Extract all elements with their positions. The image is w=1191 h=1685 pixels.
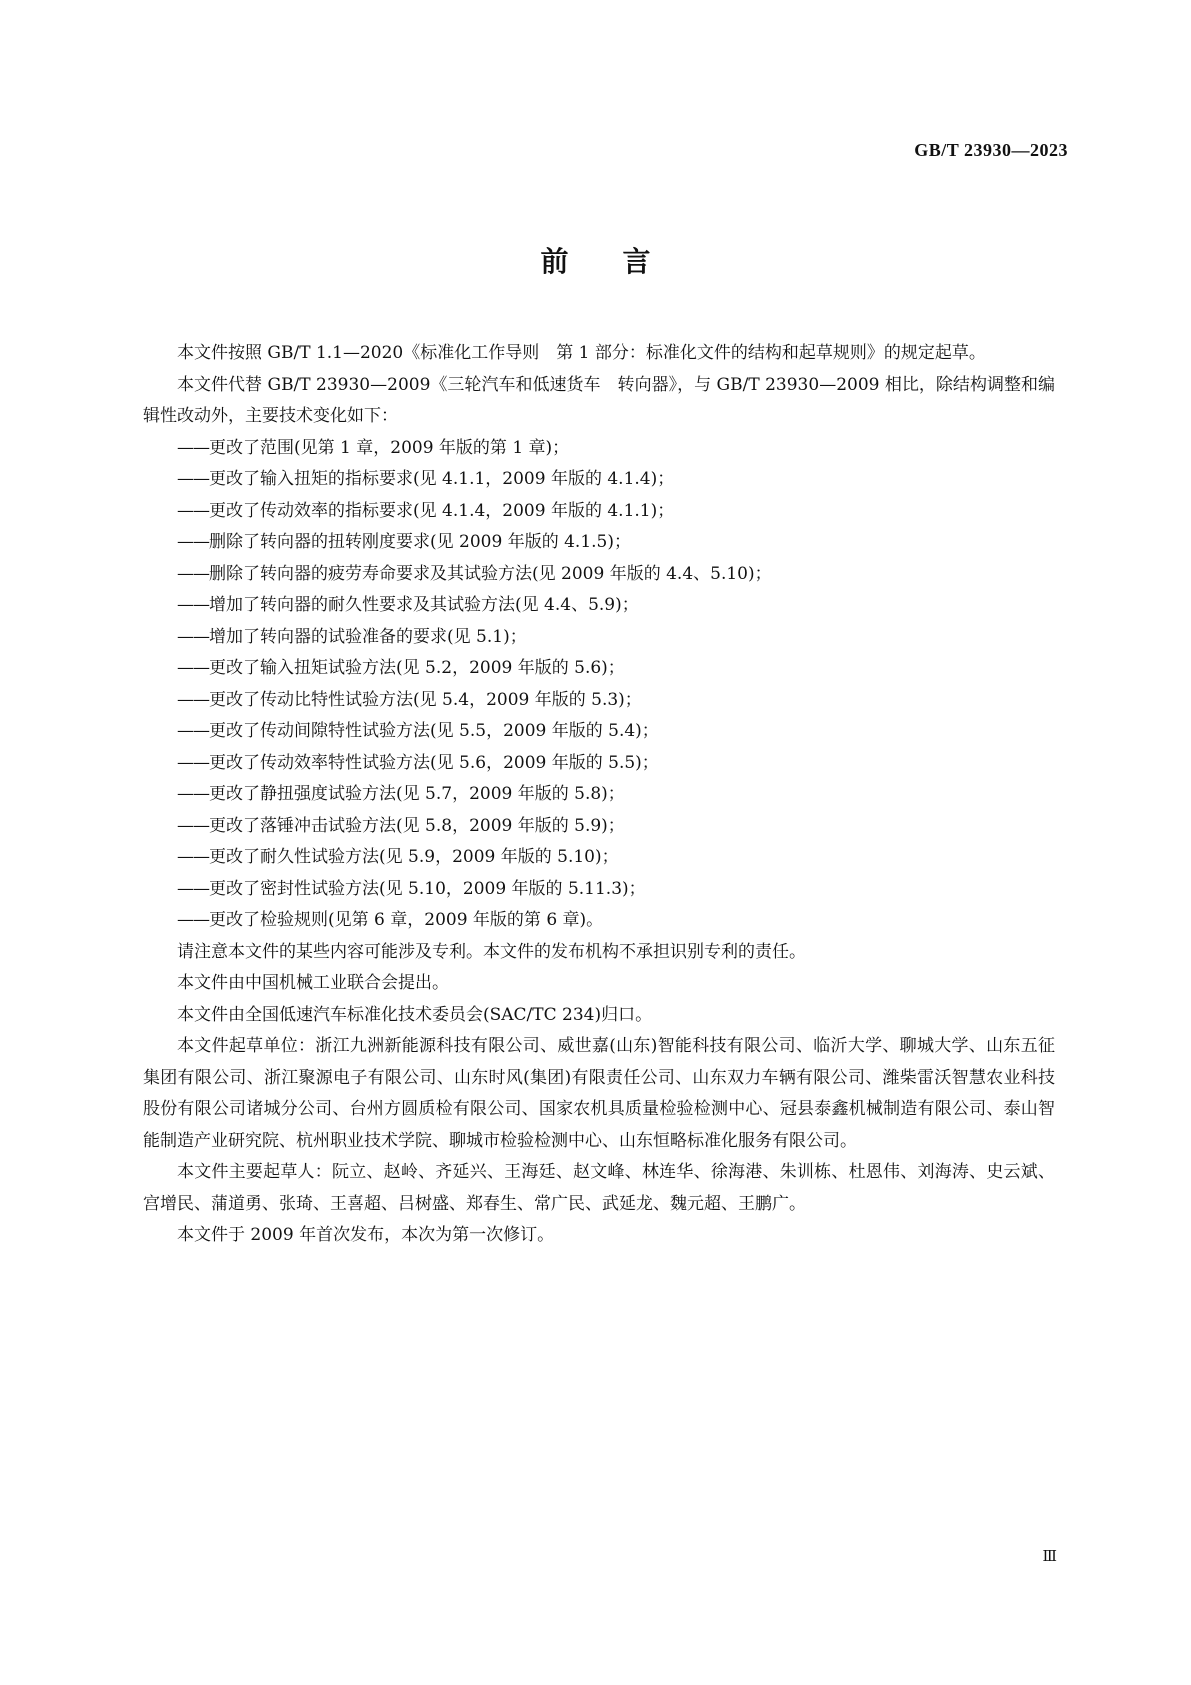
paragraph-publication-history: 本文件于 2009 年首次发布，本次为第一次修订。 [177, 1225, 555, 1245]
list-item [143, 622, 1055, 654]
list-item-text: 增加了转向器的耐久性要求及其试验方法(见 4.4、5.9)； [209, 595, 639, 615]
paragraph-drafting-units: 本文件起草单位：浙江九洲新能源科技有限公司、威世嘉(山东)智能科技有限公司、临沂大学、聊城大学、山东五征集团有限公司、浙江聚源电子有限公司、山东时风(集团)有限责任公司、山东双力车辆有限公司、潍柴雷沃智慧农业科技股份有限公司诸城分公司、台州方圆质检有限公司、国家农机具质量检验检测中心、冠县泰鑫机械制造有限公司、泰山智能制造产业研究院、杭州职业技术学院、聊城市检验检测中心、山东恒略标准化服务有限公司。 [143, 1036, 1055, 1151]
list-dash: —— [177, 469, 209, 489]
list-dash: —— [177, 752, 209, 773]
list-item [143, 496, 1055, 528]
changes-list [143, 433, 1055, 937]
list-item [143, 779, 1055, 811]
list-item-text: 更改了静扭强度试验方法(见 5.7，2009 年版的 5.8)； [209, 784, 625, 804]
list-item [143, 842, 1055, 874]
document-code: GB/T 23930—2023 [914, 140, 1068, 160]
list-item-text: 更改了检验规则(见第 6 章，2009 年版的第 6 章)。 [209, 910, 604, 930]
list-item-text: 更改了范围(见第 1 章，2009 年版的第 1 章)； [209, 437, 570, 458]
list-item [143, 464, 1055, 496]
paragraph-drafting-rules: 本文件按照 GB/T 1.1—2020《标准化工作导则 第 1 部分：标准化文件的结构和起草规则》的规定起草。 [177, 343, 986, 363]
list-dash: —— [177, 689, 209, 710]
list-dash: —— [177, 815, 209, 836]
paragraph-proposer: 本文件由中国机械工业联合会提出。 [177, 973, 449, 993]
list-item-text: 更改了传动间隙特性试验方法(见 5.5，2009 年版的 5.4)； [209, 721, 659, 741]
list-item-text: 增加了转向器的试验准备的要求(见 5.1)； [209, 626, 527, 647]
paragraph-drafters: 本文件主要起草人：阮立、赵岭、齐延兴、王海廷、赵文峰、林连华、徐海港、朱训栋、杜恩伟、刘海涛、史云斌、宫增民、蒲道勇、张琦、王喜超、吕树盛、郑春生、常广民、武延龙、魏元超、王鹏广。 [143, 1162, 1055, 1214]
list-dash: —— [177, 437, 209, 458]
list-dash: —— [177, 878, 209, 899]
list-item [143, 653, 1055, 685]
list-item-text: 更改了落锤冲击试验方法(见 5.8，2009 年版的 5.9)； [209, 815, 625, 836]
list-item-text: 更改了传动比特性试验方法(见 5.4，2009 年版的 5.3)； [209, 689, 642, 710]
list-item [143, 527, 1055, 559]
list-item-text: 删除了转向器的疲劳寿命要求及其试验方法(见 2009 年版的 4.4、5.10)； [209, 563, 772, 584]
list-item [143, 748, 1055, 780]
list-dash: —— [177, 500, 209, 521]
list-dash: —— [177, 784, 209, 804]
paragraph-replacement: 本文件代替 GB/T 23930—2009《三轮汽车和低速货车 转向器》，与 GB/T 23930—2009 相比，除结构调整和编辑性改动外，主要技术变化如下： [143, 374, 1055, 426]
page-title: 前言 [540, 245, 705, 278]
page-number: Ⅲ [1042, 1549, 1057, 1565]
list-item-text: 更改了传动效率特性试验方法(见 5.6，2009 年版的 5.5)； [209, 752, 659, 773]
foreword-body [143, 338, 1055, 1252]
paragraph-technical-committee: 本文件由全国低速汽车标准化技术委员会(SAC/TC 234)归口。 [177, 1004, 653, 1025]
list-item [143, 874, 1055, 906]
list-dash: —— [177, 910, 209, 930]
list-item [143, 811, 1055, 843]
list-dash: —— [177, 847, 209, 867]
list-item-text: 更改了输入扭矩试验方法(见 5.2，2009 年版的 5.6)； [209, 658, 625, 678]
list-item-text: 更改了耐久性试验方法(见 5.9，2009 年版的 5.10)； [209, 847, 619, 867]
list-item-text: 更改了输入扭矩的指标要求(见 4.1.1，2009 年版的 4.1.4)； [209, 469, 675, 489]
list-item [143, 905, 1055, 937]
list-dash: —— [177, 626, 209, 647]
paragraph-patent-notice: 请注意本文件的某些内容可能涉及专利。本文件的发布机构不承担识别专利的责任。 [177, 941, 806, 962]
list-item [143, 685, 1055, 717]
list-item-text: 删除了转向器的扭转刚度要求(见 2009 年版的 4.1.5)； [209, 532, 631, 552]
list-dash: —— [177, 721, 209, 741]
list-dash: —— [177, 532, 209, 552]
list-dash: —— [177, 658, 209, 678]
list-item-text: 更改了传动效率的指标要求(见 4.1.4，2009 年版的 4.1.1)； [209, 500, 675, 521]
list-dash: —— [177, 563, 209, 584]
list-item-text: 更改了密封性试验方法(见 5.10，2009 年版的 5.11.3)； [209, 878, 646, 899]
list-item [143, 559, 1055, 591]
list-item [143, 433, 1055, 465]
list-item [143, 590, 1055, 622]
list-dash: —— [177, 595, 209, 615]
list-item [143, 716, 1055, 748]
